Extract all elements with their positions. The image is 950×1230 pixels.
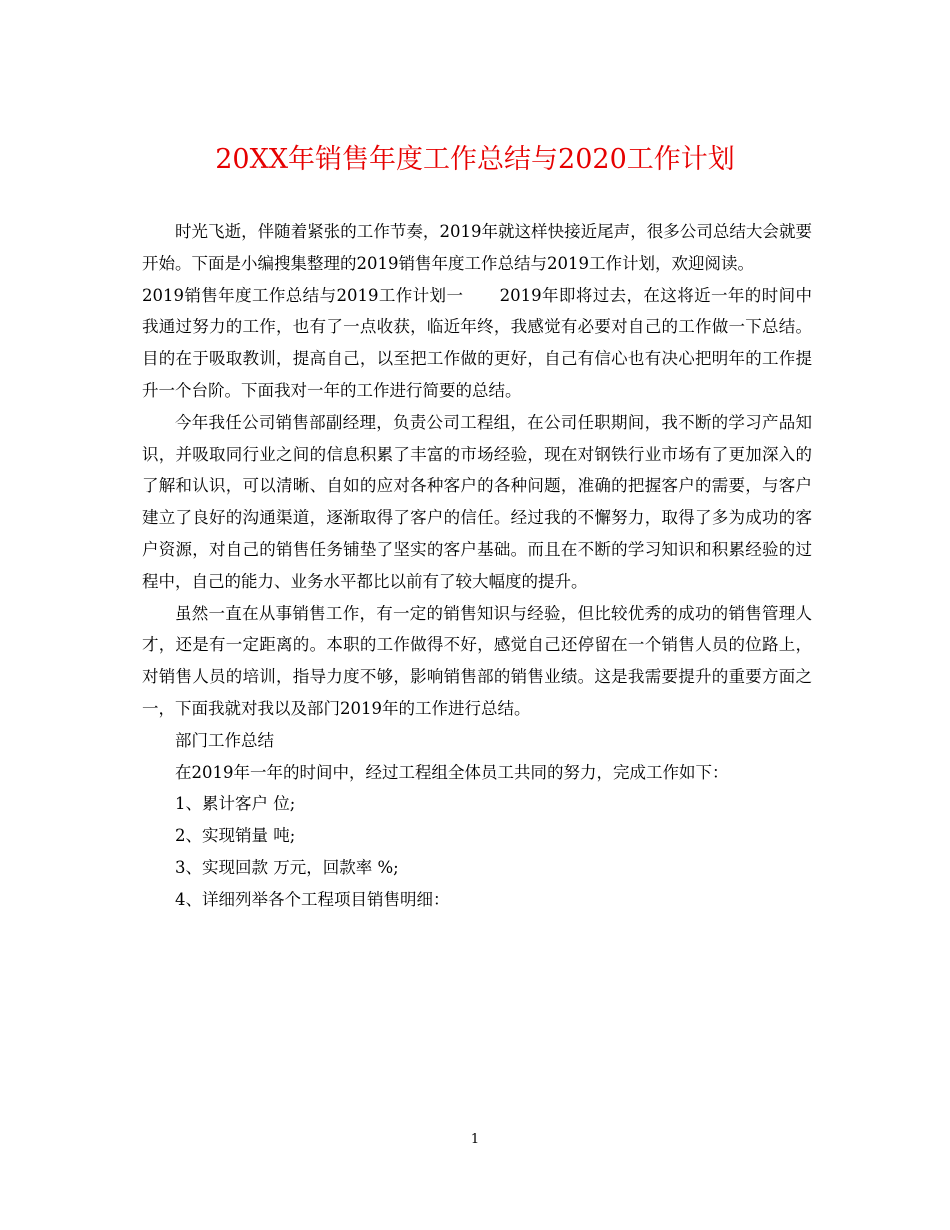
intro-paragraph: 时光飞逝，伴随着紧张的工作节奏，2019年就这样快接近尾声，很多公司总结大会就要开始。下面是小编搜集整理的2019销售年度工作总结与2019工作计划，欢迎阅读。	[142, 222, 812, 273]
subheading-department-summary: 部门工作总结	[175, 730, 274, 750]
section-paragraph-1	[142, 280, 812, 407]
list-item: 4、详细列举各个工程项目销售明细：	[175, 889, 450, 909]
body-paragraph-4: 在2019年一年的时间中，经过工程组全体员工共同的努力，完成工作如下：	[175, 762, 729, 782]
list-item: 3、实现回款 万元，回款率 %;	[175, 857, 399, 877]
page-title: 20XX年销售年度工作总结与2020工作计划	[215, 144, 735, 175]
page-number: 1	[470, 1132, 480, 1147]
document-body	[142, 216, 812, 916]
section-paragraph-1-text: 2019年即将过去，在这将近一年的时间中我通过努力的工作，也有了一点收获，临近年终，我感觉有必要对自己的工作做一下总结。目的在于吸取教训，提高自己，以至把工作做的更好，自己有信心也有决心把明年的工作提升一个台阶。下面我对一年的工作进行简要的总结。	[142, 285, 812, 400]
list-item: 1、累计客户 位;	[175, 794, 296, 814]
body-paragraph-3: 虽然一直在从事销售工作，有一定的销售知识与经验，但比较优秀的成功的销售管理人才，还是有一定距离的。本职的工作做得不好，感觉自己还停留在一个销售人员的位路上，对销售人员的培训，指导力度不够，影响销售部的销售业绩。这是我需要提升的重要方面之一，下面我就对我以及部门2019年的工作进行总结。	[142, 603, 812, 718]
body-paragraph-2: 今年我任公司销售部副经理，负责公司工程组，在公司任职期间，我不断的学习产品知识，并吸取同行业之间的信息积累了丰富的市场经验，现在对钢铁行业市场有了更加深入的了解和认识，可以清晰、自如的应对各种客户的各种问题，准确的把握客户的需要，与客户建立了良好的沟通渠道，逐渐取得了客户的信任。经过我的不懈努力，取得了多为成功的客户资源，对自己的销售任务铺垫了坚实的客户基础。而且在不断的学习知识和积累经验的过程中，自己的能力、业务水平都比以前有了较大幅度的提升。	[142, 412, 812, 591]
section-heading: 2019销售年度工作总结与2019工作计划一	[142, 285, 464, 305]
list-item: 2、实现销量 吨;	[175, 826, 296, 846]
